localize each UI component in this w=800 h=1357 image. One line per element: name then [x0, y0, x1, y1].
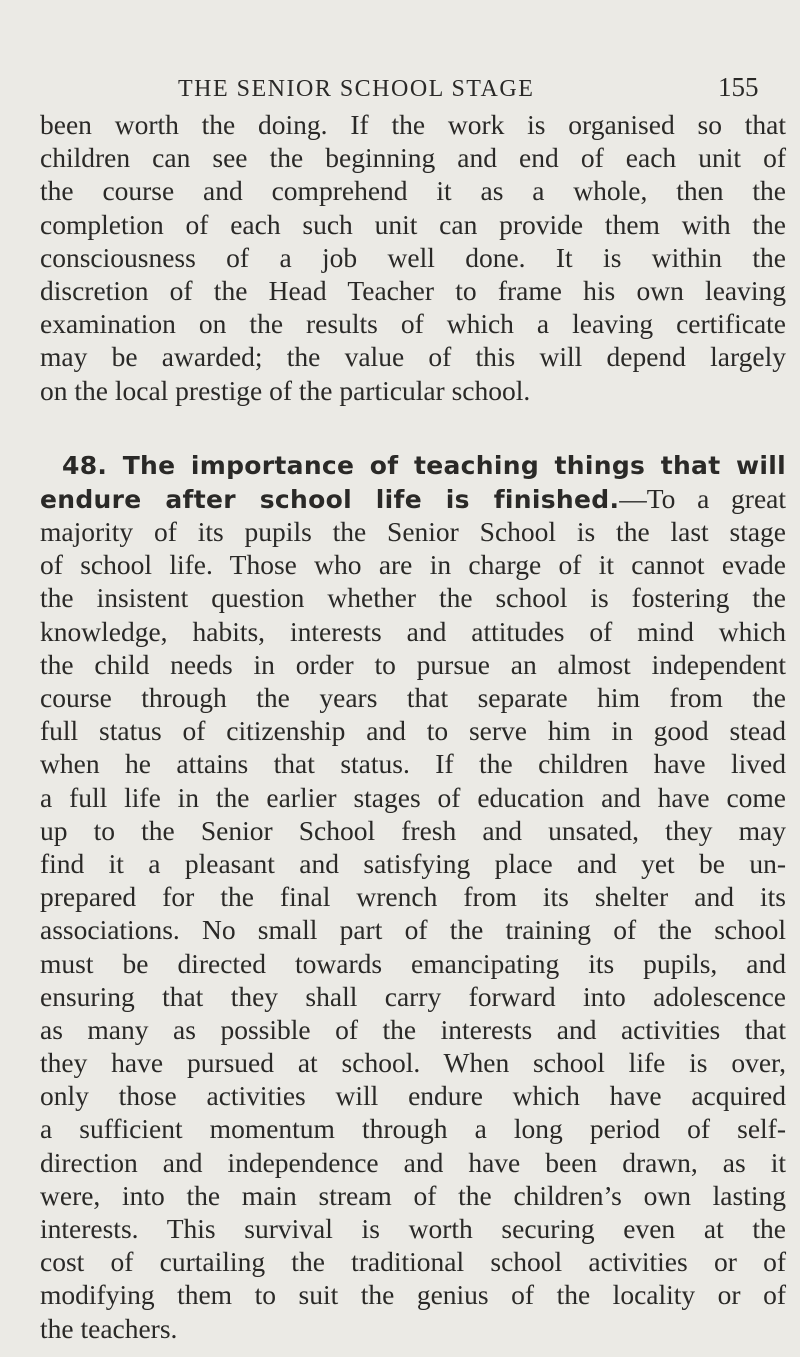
text-line: a sufficient momentum through a long period of self- [40, 1113, 786, 1145]
text-line: only those activities will endure which have acquired [40, 1080, 786, 1112]
text-line: children can see the beginning and end of each unit of [40, 142, 786, 174]
text-line: examination on the results of which a leaving certificate [40, 308, 786, 340]
text-line: the course and comprehend it as a whole, then the [40, 175, 786, 207]
text-line: as many as possible of the interests and activities that [40, 1013, 786, 1045]
text-line: when he attains that status. If the children have lived [40, 748, 786, 780]
section-48 [40, 449, 786, 1345]
text-line: the insistent question whether the school is fostering the [40, 582, 786, 614]
text-line: were, into the main stream of the children’s own lasting [40, 1179, 786, 1211]
text-line: full status of citizenship and to serve him in good stead [40, 715, 786, 747]
text-line: the teachers. [40, 1312, 178, 1344]
text-line: may be awarded; the value of this will depend largely [40, 341, 786, 373]
text-line: knowledge, habits, interests and attitudes of mind which [40, 615, 786, 647]
text-line: they have pursued at school. When school life is over, [40, 1047, 786, 1079]
text-line: modifying them to suit the genius of the locality or of [40, 1279, 786, 1311]
text-line: course through the years that separate him from the [40, 682, 786, 713]
text-line: direction and independence and have been drawn, as it [40, 1146, 786, 1178]
text-line: completion of each such unit can provide them with the [40, 208, 786, 240]
section-heading: 48. The importance of teaching things that will [62, 450, 786, 480]
text-line: cost of curtailing the traditional school activities or of [40, 1246, 786, 1278]
text-line: prepared for the final wrench from its shelter and its [40, 881, 786, 913]
text-line: a full life in the earlier stages of education and have come [40, 781, 786, 813]
text-line: ensuring that they shall carry forward into adolescence [40, 980, 786, 1012]
text-line: up to the Senior School fresh and unsated, they may [40, 814, 786, 846]
text-line: associations. No small part of the training of the school [40, 914, 786, 946]
text-line: majority of its pupils the Senior School is the last stage [40, 516, 786, 548]
text-line: consciousness of a job well done. It is within the [40, 241, 786, 273]
section-text-start: —To a great [619, 482, 786, 514]
text-line: the child needs in order to pursue an almost independent [40, 648, 786, 680]
page-number: 155 [718, 72, 759, 102]
paragraph-1 [40, 108, 786, 407]
text-line: must be directed towards emancipating its pupils, and [40, 947, 786, 979]
text-line: on the local prestige of the particular school. [40, 374, 531, 406]
text-line: find it a pleasant and satisfying place and yet be un- [40, 847, 786, 879]
section-heading-continued: endure after school life is finished. [40, 484, 620, 514]
text-line: interests. This survival is worth securing even at the [40, 1213, 786, 1244]
text-line: been worth the doing. If the work is organised so that [40, 109, 786, 140]
text-line: discretion of the Head Teacher to frame his own leaving [40, 274, 786, 306]
paragraph-gap [40, 407, 786, 449]
running-head: THE SENIOR SCHOOL STAGE [178, 76, 535, 102]
page-body [40, 108, 786, 1345]
text-line [40, 482, 786, 515]
text-line: of school life. Those who are in charge of it cannot evade [40, 549, 786, 581]
